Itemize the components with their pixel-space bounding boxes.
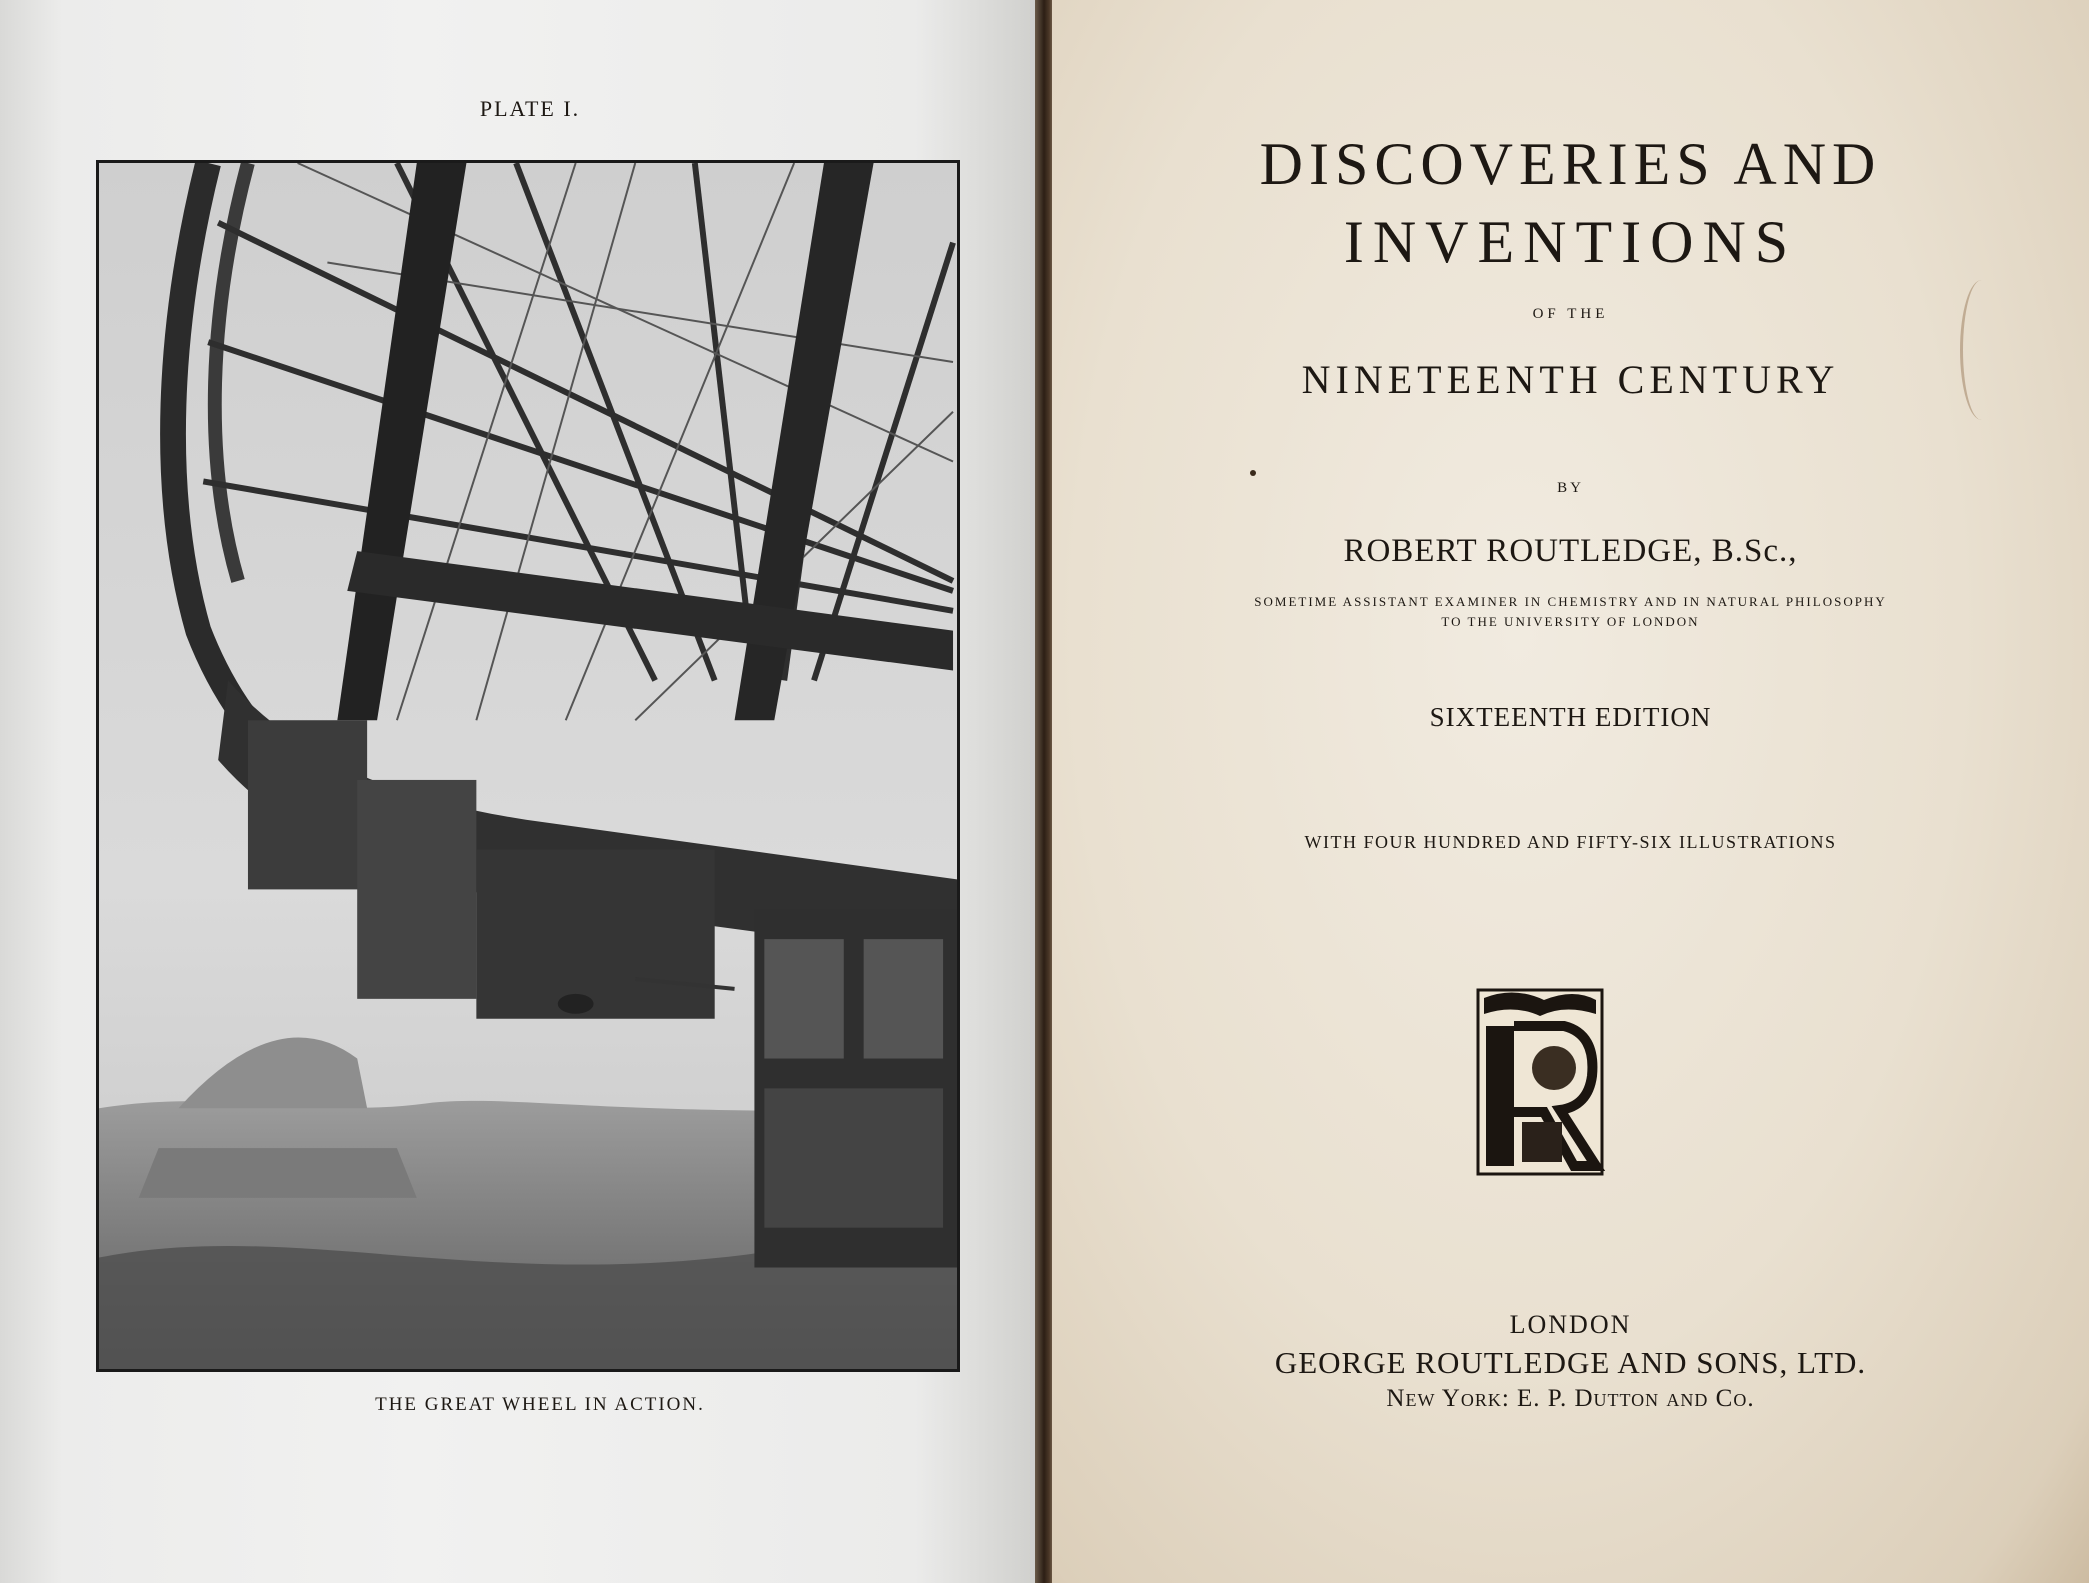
title-of-the: OF THE: [1532, 306, 1609, 322]
publisher-new-york: New York: E. P. Dutton and Co.: [1386, 1385, 1755, 1412]
publisher-emblem: [1474, 986, 1606, 1178]
title-line-1: DISCOVERIES AND: [1259, 131, 1882, 197]
title-line-3: NINETEENTH CENTURY: [1301, 357, 1840, 402]
plate-caption: THE GREAT WHEEL IN ACTION.: [375, 1394, 705, 1415]
author-affiliation-line-1: SOMETIME ASSISTANT EXAMINER IN CHEMISTRY AND IN NATURAL PHILOSOPHY: [1254, 594, 1887, 609]
plate-label: PLATE I.: [479, 96, 581, 121]
author-affiliation-line-2: TO THE UNIVERSITY OF LONDON: [1441, 614, 1700, 629]
title-line-2: INVENTIONS: [1343, 209, 1798, 275]
author-name: ROBERT ROUTLEDGE, B.Sc.,: [1343, 533, 1798, 569]
byline-by: BY: [1557, 480, 1584, 496]
edition: SIXTEENTH EDITION: [1429, 702, 1712, 732]
plate-engraving: [96, 160, 960, 1372]
publisher-city: LONDON: [1509, 1310, 1632, 1339]
illustrations-note: WITH FOUR HUNDRED AND FIFTY-SIX ILLUSTRATIONS: [1304, 832, 1837, 852]
publisher-name: GEORGE ROUTLEDGE AND SONS, LTD.: [1274, 1345, 1867, 1380]
ornate-r-emblem: [1474, 986, 1606, 1178]
great-wheel-illustration: [99, 163, 957, 1369]
